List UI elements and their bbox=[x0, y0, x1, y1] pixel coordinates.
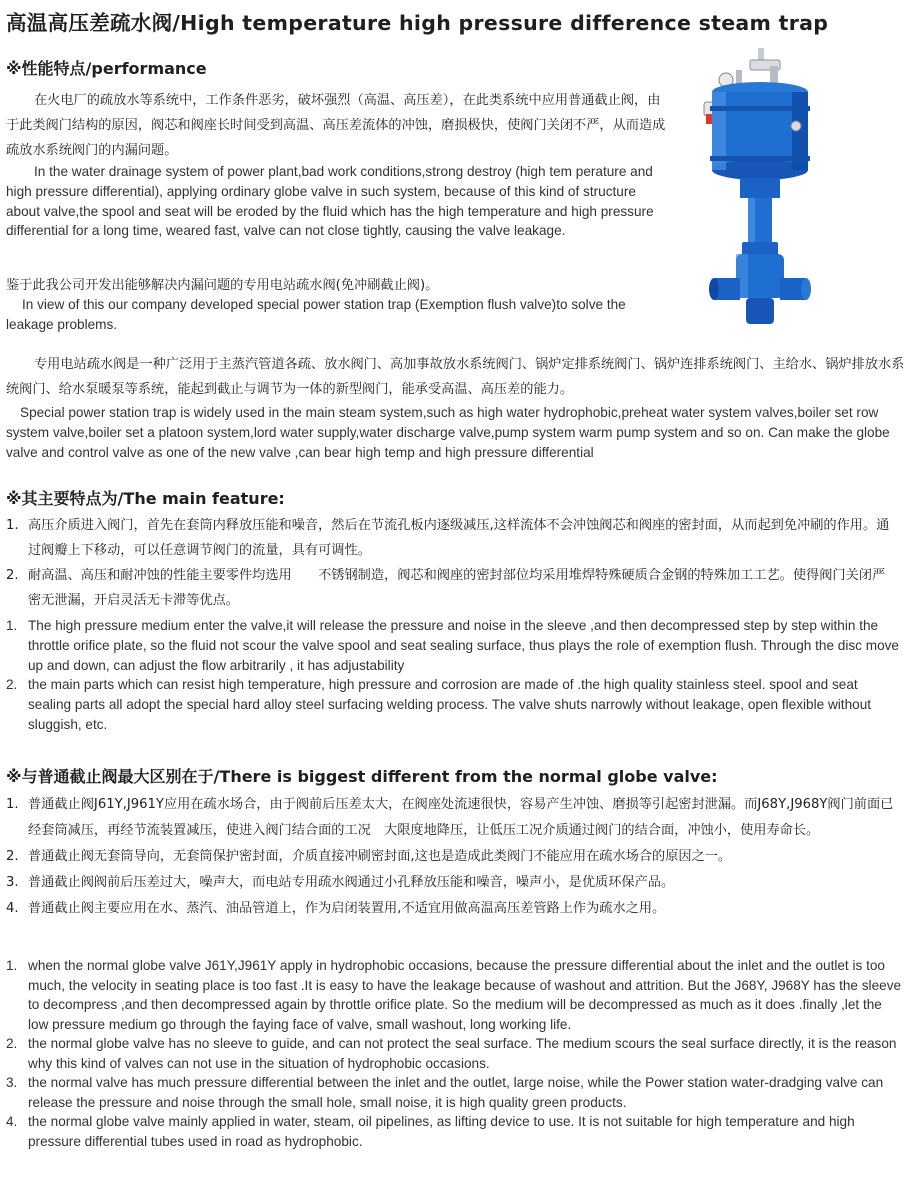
list-item-number: 3. bbox=[6, 875, 19, 890]
list-item-text: 普通截止阀无套筒导向，无套筒保护密封面，介质直接冲刷密封面,这也是造成此类阀门不能应用在疏水场合的原因之一。 bbox=[28, 849, 732, 864]
list-item-number: 1. bbox=[6, 518, 19, 533]
performance-heading: ※性能特点/performance bbox=[6, 59, 207, 78]
performance-zh-paragraph-3: 专用电站疏水阀是一种广泛用于主蒸汽管道各疏、放水阀门、高加事故放水系统阀门、锅炉定排系统阀门、锅炉连排系统阀门、主给水、锅炉排放水系统阀门、给水泵暖泵等系统，能起到截止与调节为一体的新型阀门，能承受高温、高压差的能力。 bbox=[6, 357, 905, 397]
list-item-text: the normal globe valve mainly applied in water, steam, oil pipelines, as lifting device to use. It is not suitable for high temperature and high pressure differential tubes used in road as hydrophobic. bbox=[28, 1114, 855, 1149]
list-item-text: the main parts which can resist high temperature, high pressure and corrosion are made of .the high quality stainless steel. spool and seat sealing parts all adopt the special hard alloy steel surfacing welding process. The valve shuts narrowly without leakage, open flexible without sluggish, etc. bbox=[28, 677, 872, 732]
list-item-text: 耐高温、高压和耐冲蚀的性能主要零件均选用 不锈钢制造，阀芯和阀座的密封部位均采用堆焊特殊硬质合金钢的特殊加工工艺。使得阀门关闭严密无泄漏，开启灵活无卡滞等优点。 bbox=[28, 568, 886, 608]
list-item-text: The high pressure medium enter the valve,it will release the pressure and noise in the sleeve ,and then decompressed step by step within the throttle orifice plate, so the fluid not scour the valve spool and seat sealing surface, thus plays the role of exemption flush. Through the disc move up and down, can adjust the flow arbitrarily , it has adjustability bbox=[28, 618, 899, 673]
performance-en-paragraph: In the water drainage system of power plant,bad work conditions,strong destroy (high tem perature and high pressure differential), applying ordinary globe valve in such system, because of this kind of structure about valve,the spool and seat will be eroded by the fluid which has the high temperature and high pressure differential for a long time, weared fast, valve can not close tightly, causing the valve leakage. bbox=[6, 164, 654, 239]
difference-heading: ※与普通截止阀最大区别在于/There is biggest different from the normal globe valve: bbox=[6, 767, 718, 786]
list-item-number: 4. bbox=[6, 1114, 18, 1129]
list-item-text: 高压介质进入阀门，首先在套筒内释放压能和噪音，然后在节流孔板内逐级减压,这样流体不会冲蚀阀芯和阀座的密封面，从而起到免冲刷的作用。通过阀瓣上下移动，可以任意调节阀门的流量，具有可调性。 bbox=[28, 518, 890, 558]
list-item-text: when the normal globe valve J61Y,J961Y apply in hydrophobic occasions, because the pressure differential about the inlet and the outlet is too much, the velocity in seating place is too fast .It is easy to have the leakage because of washout and attrition. But the J68Y, J968Y has the sleeve to decompress ,and then decompressed again by throttle orifice plate. So the medium will be decompressed as much as it does .finally ,let the low pressure medium go through the faying face of valve, small washout, long working life. bbox=[28, 958, 902, 1032]
list-item-text: 普通截止阀主要应用在水、蒸汽、油品管道上，作为启闭装置用,不适宜用做高温高压差管路上作为疏水之用。 bbox=[28, 901, 666, 916]
list-item bbox=[6, 1034, 904, 1073]
list-item bbox=[6, 616, 904, 675]
list-item bbox=[6, 1112, 904, 1151]
difference-zh-list bbox=[6, 792, 896, 922]
list-item-number: 1. bbox=[6, 797, 19, 812]
list-item bbox=[6, 563, 896, 613]
page-title: 高温高压差疏水阀/High temperature high pressure difference steam trap bbox=[6, 11, 829, 35]
list-item-text: 普通截止阀阀前后压差过大，噪声大，而电站专用疏水阀通过小孔释放压能和噪音，噪声小，是优质环保产品。 bbox=[28, 875, 675, 890]
main-feature-zh-list bbox=[6, 513, 896, 613]
list-item bbox=[6, 792, 896, 844]
performance-en-paragraph-2: In view of this our company developed special power station trap (Exemption flush valve)to solve the leakage problems. bbox=[6, 297, 626, 332]
performance-zh-paragraph-2: 鉴于此我公司开发出能够解决内漏问题的专用电站疏水阀(免冲刷截止阀)。 bbox=[6, 278, 439, 293]
performance-en-paragraph-3: Special power station trap is widely used in the main steam system,such as high water hydrophobic,preheat water system valves,boiler set row system valve,boiler set a platoon system,lord water supply,water discharge valve,pump system warm pump system and so on. Can make the globe valve and control valve as one of the new valve ,can bear high temp and high pressure differential bbox=[6, 405, 890, 460]
list-item-number: 2. bbox=[6, 677, 18, 693]
list-item-text: the normal valve has much pressure differential between the inlet and the outlet, large noise, while the Power station water-dradging valve can release the pressure and noise through the small hole, small noise, it is high quality green products. bbox=[28, 1075, 884, 1110]
difference-en-list bbox=[6, 956, 904, 1151]
main-feature-en-list bbox=[6, 616, 904, 735]
list-item-number: 1. bbox=[6, 958, 18, 973]
list-item bbox=[6, 1073, 904, 1112]
list-item-number: 2. bbox=[6, 568, 19, 583]
list-item-text: 普通截止阀J61Y,J961Y应用在疏水场合，由于阀前后压差太大，在阀座处流速很快，容易产生冲蚀、磨损等引起密封泄漏。而J68Y,J968Y阀门前面已经套筒减压，再经节流装置减压，使进入阀门结合面的工况 大限度地降压，让低压工况介质通过阀门的结合面，冲蚀小，使用寿命长。 bbox=[28, 797, 894, 838]
list-item bbox=[6, 956, 904, 1034]
performance-zh-paragraph: 在火电厂的疏放水等系统中，工作条件恶劣，破坏强烈（高温、高压差），在此类系统中应用普通截止阀，由于此类阀门结构的原因，阀芯和阀座长时间受到高温、高压差流体的冲蚀，磨损极快，使阀门关闭不严，从而造成疏放水系统阀门的内漏问题。 bbox=[6, 93, 666, 158]
valve-product-image bbox=[696, 46, 826, 336]
list-item bbox=[6, 513, 896, 563]
list-item-number: 2. bbox=[6, 849, 19, 864]
list-item bbox=[6, 844, 896, 870]
list-item bbox=[6, 675, 904, 734]
list-item bbox=[6, 870, 896, 896]
list-item-number: 3. bbox=[6, 1075, 18, 1090]
list-item-number: 4. bbox=[6, 901, 19, 916]
list-item-number: 2. bbox=[6, 1036, 18, 1051]
list-item-number: 1. bbox=[6, 618, 18, 633]
main-feature-heading: ※其主要特点为/The main feature: bbox=[6, 489, 285, 508]
list-item bbox=[6, 896, 896, 922]
list-item-text: the normal globe valve has no sleeve to guide, and can not protect the seal surface. The medium scours the seal surface directly, it is the reason why this kind of valves can not use in the situation of hydrophobic occasions. bbox=[28, 1036, 897, 1071]
